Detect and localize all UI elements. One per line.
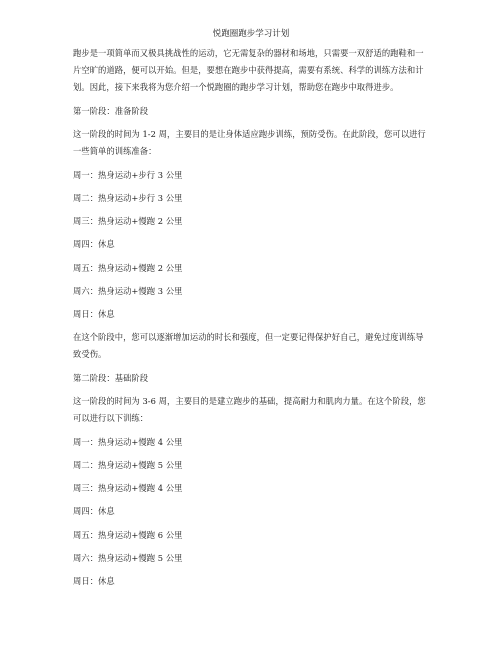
schedule-item: 周一：热身运动+慢跑 4 公里	[73, 436, 183, 447]
section-heading-stage-1: 第一阶段：准备阶段	[73, 105, 149, 116]
document-title: 悦跑圈跑步学习计划	[212, 29, 290, 39]
schedule-item: 周三：热身运动+慢跑 2 公里	[73, 216, 183, 227]
schedule-item: 周日：休息	[73, 576, 115, 586]
schedule-item: 周六：热身运动+慢跑 5 公里	[73, 552, 183, 563]
schedule-item: 周六：热身运动+慢跑 3 公里	[73, 285, 183, 296]
stage-1-note: 在这个阶段中，您可以逐渐增加运动的时长和强度，但一定要记得保护好自己，避免过度训练导致受伤。	[73, 332, 424, 360]
schedule-item: 周四：休息	[73, 506, 115, 517]
schedule-item: 周四：休息	[73, 239, 115, 250]
intro-paragraph: 跑步是一项简单而又极具挑战性的运动，它无需复杂的器材和场地，只需要一双舒适的跑鞋和一片空旷的道路，便可以开始。但是，要想在跑步中获得提高，需要有系统、科学的训练方法和计划。因此，接下来我将为您介绍一个悦跑圈的跑步学习计划，帮助您在跑步中取得进步。	[73, 48, 424, 93]
section-heading-stage-2: 第二阶段：基础阶段	[73, 372, 149, 383]
schedule-item: 周五：热身运动+慢跑 6 公里	[73, 529, 183, 540]
document-body	[73, 45, 431, 596]
schedule-item: 周二：热身运动+步行 3 公里	[73, 192, 183, 203]
stage-1-description: 这一阶段的时间为 1-2 周，主要目的是让身体适应跑步训练，预防受伤。在此阶段，您可以进行一些简单的训练准备：	[73, 129, 426, 157]
schedule-item: 周日：休息	[73, 309, 115, 319]
schedule-item: 周三：热身运动+慢跑 4 公里	[73, 483, 183, 494]
schedule-item: 周二：热身运动+慢跑 5 公里	[73, 459, 183, 470]
schedule-item: 周一：热身运动+步行 3 公里	[73, 169, 183, 180]
schedule-item: 周五：热身运动+慢跑 2 公里	[73, 262, 183, 273]
stage-2-description: 这一阶段的时间为 3-6 周，主要目的是建立跑步的基础，提高耐力和肌肉力量。在这个阶段，您可以进行以下训练：	[73, 396, 426, 424]
